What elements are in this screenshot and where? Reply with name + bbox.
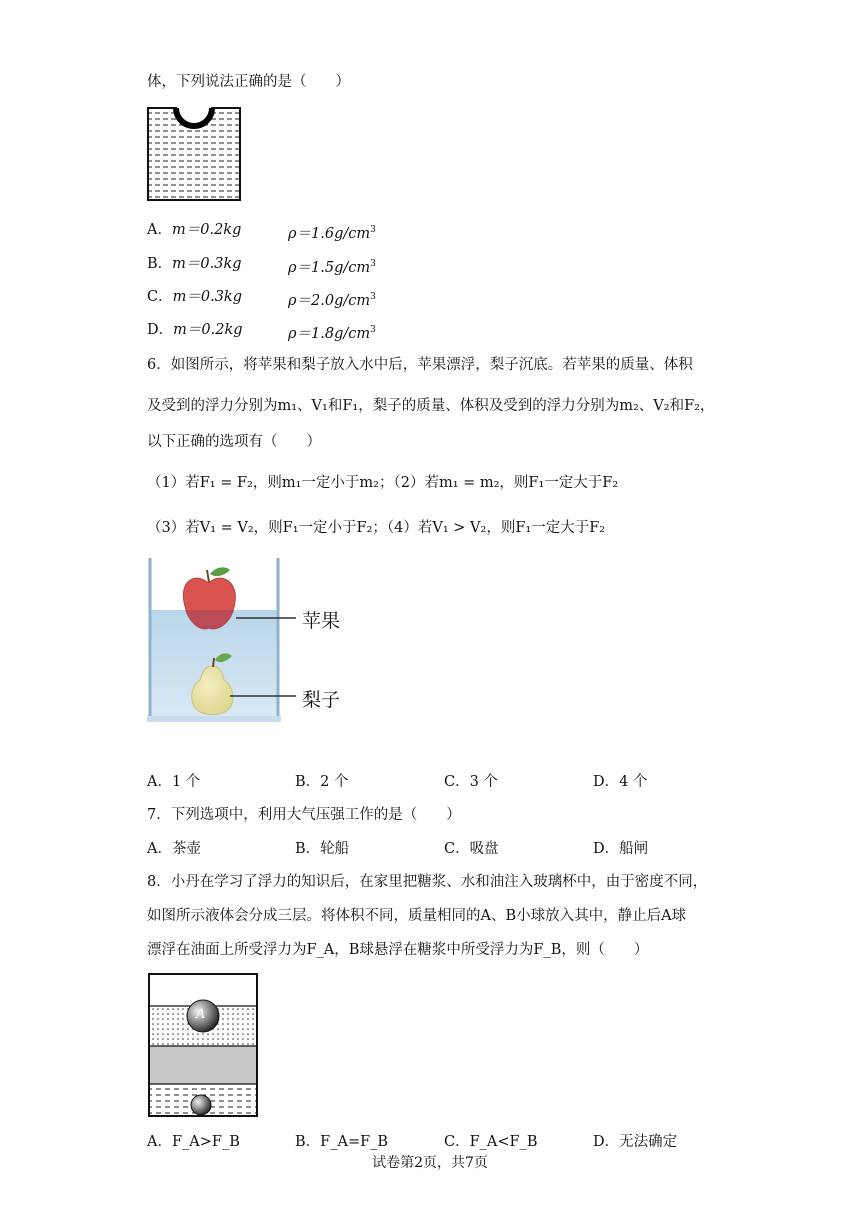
q5-option-a[interactable]: A．m＝0.2kg: [147, 222, 242, 238]
q6-line1: 6．如图所示，将苹果和梨子放入水中后，苹果漂浮，梨子沉底。若苹果的质量、体积: [147, 357, 693, 373]
q5-option-b-rho: $\rho=1.5g/cm^3$: [288, 259, 376, 276]
q6-line3: 以下正确的选项有（ ）: [147, 434, 321, 450]
fig-label-pear: 梨子: [302, 689, 341, 711]
q6-condition-1-2: （1）若F₁ = F₂，则m₁一定小于m₂；（2）若m₁ = m₂，则F₁一定大于F₂: [147, 475, 619, 491]
q6-option-b[interactable]: B．2 个: [295, 774, 349, 790]
q7-option-c[interactable]: C．吸盘: [444, 841, 499, 857]
q8-option-c[interactable]: C．F_A<F_B: [444, 1134, 538, 1150]
ball-b: [191, 1095, 211, 1115]
q8-option-d[interactable]: D．无法确定: [593, 1134, 678, 1150]
q5-option-d-rho: $\rho=1.8g/cm^3$: [288, 325, 376, 342]
q8-option-b[interactable]: B．F_A=F_B: [295, 1134, 389, 1150]
q5-option-a-rho: $\rho=1.6g/cm^3$: [288, 225, 376, 242]
q8-line2: 如图所示液体会分成三层。将体积不同，质量相同的A、B小球放入其中，静止后A球: [147, 908, 687, 924]
q7-option-d[interactable]: D．船闸: [593, 841, 649, 857]
q5-figure: [146, 104, 242, 202]
apple-icon: [183, 567, 235, 629]
q8-figure: [146, 972, 260, 1118]
q6-option-d[interactable]: D．4 个: [593, 774, 648, 790]
q5-option-b[interactable]: B．m＝0.3kg: [147, 256, 242, 272]
q7-stem: 7．下列选项中，利用大气压强工作的是（ ）: [147, 807, 461, 823]
q6-option-a[interactable]: A．1 个: [147, 774, 201, 790]
q6-condition-3-4: （3）若V₁ = V₂，则F₁一定小于F₂；（4）若V₁ > V₂，则F₁一定大于F₂: [147, 520, 606, 536]
ball-a-label: A: [196, 1007, 206, 1022]
q5-option-c[interactable]: C．m＝0.3kg: [147, 289, 242, 305]
q7-option-a[interactable]: A．茶壶: [147, 841, 201, 857]
q5-option-c-rho: $\rho=2.0g/cm^3$: [288, 292, 376, 309]
q8-line3: 漂浮在油面上所受浮力为F_A，B球悬浮在糖浆中所受浮力为F_B，则（ ）: [147, 942, 649, 958]
fig-label-apple: 苹果: [302, 610, 341, 632]
q6-option-c[interactable]: C．3 个: [444, 774, 498, 790]
q5-option-d[interactable]: D．m＝0.2kg: [147, 322, 243, 338]
q5-stem-tail: 体，下列说法正确的是（ ）: [147, 74, 350, 90]
q7-option-b[interactable]: B．轮船: [295, 841, 350, 857]
page-footer: 试卷第2页，共7页: [372, 1155, 488, 1171]
q8-option-a[interactable]: A．F_A>F_B: [147, 1134, 240, 1150]
q6-line2: 及受到的浮力分别为m₁、V₁和F₁，梨子的质量、体积及受到的浮力分别为m₂、V₂和F₂，: [147, 398, 715, 414]
q8-line1: 8．小丹在学习了浮力的知识后，在家里把糖浆、水和油注入玻璃杯中，由于密度不同，: [147, 874, 708, 890]
